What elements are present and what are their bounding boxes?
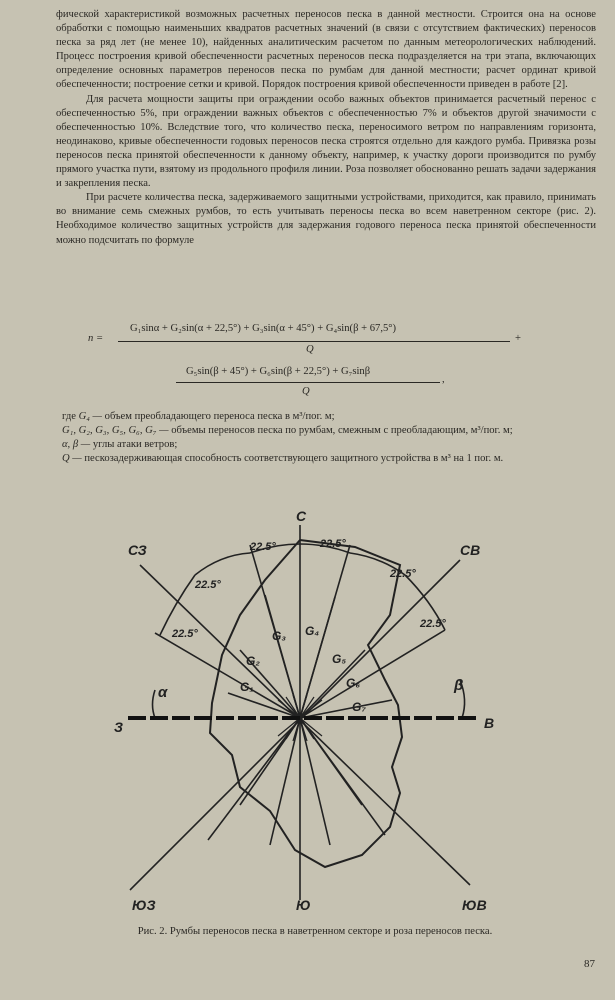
figure-caption: Рис. 2. Румбы переносов песка в наветренном секторе и роза переносов песка. [137, 926, 493, 937]
legend-definition: углы атаки ветров; [92, 439, 178, 450]
vector-label-g4: G₄ [305, 624, 320, 638]
angle-arc [195, 553, 250, 575]
paragraph: Для расчета мощности защиты при ограждении особо важных объектов принимается расчетный перенос с обеспеченностью 5%, при ограждении важных объектов с обеспеченностью 7% и объектов другой значимости с обеспеченностью 10%. Вследствие того, что количество песка, переносимого ветром по направлениям горизонта, неодинаково, кривые обеспеченности годовых переносов песка строятся отдельно для каждого румба. Привязка розы переносов песка принятой обеспеченности к данному объекту, например, к участку дороги производится по румбу прямого участка пути, взятому из продольного профиля линии. Роза позволяет обоснованно решать задачи задержания и закрепления песка. [56, 93, 596, 190]
alpha-label: α [158, 684, 168, 701]
formula-denominator: Q [302, 386, 310, 397]
vector-label-g5: G₅ [332, 652, 347, 666]
direction-e: В [484, 715, 495, 731]
angle-arc [160, 575, 195, 635]
angle-label: 22.5° [320, 538, 346, 550]
paragraph: При расчете количества песка, задерживаемого защитными устройствами, приходится, как правило, принимать во внимание семь смежных румбов, то есть учитывать переносы песка во всем наветренном секторе (рис. 2). Необходимое количество защитных устройств для задержания годового переноса песка принятой обеспеченности можно подсчитать по формуле [56, 192, 596, 246]
legend-term: G₄ — [78, 411, 102, 422]
angle-label: 22.5° [420, 618, 446, 630]
fraction-bar [118, 341, 510, 342]
angle-arc-alpha [153, 690, 156, 718]
formula-plus: + [515, 333, 521, 344]
page-number: 87 [584, 958, 595, 970]
formula-legend [62, 410, 592, 466]
vector-label-g1: G₁ [240, 680, 254, 694]
body-text [56, 8, 596, 248]
legend-intro: где [62, 411, 76, 422]
direction-sw: ЮЗ [132, 897, 156, 913]
angle-label: 22.5° [390, 568, 416, 580]
legend-definition: пескозадерживающая способность соответствующего защитного устройства в м³ на 1 пог. м. [84, 453, 504, 464]
legend-item [62, 424, 592, 438]
legend-term: Q — [62, 453, 82, 464]
angle-label: 22.5° [195, 579, 221, 591]
formula-denominator: Q [306, 344, 314, 355]
ray [300, 718, 330, 845]
angle-label: 22.5° [250, 541, 276, 553]
angle-label: 22.5° [172, 628, 198, 640]
direction-nw: СЗ [128, 542, 147, 558]
direction-w: З [114, 719, 123, 735]
legend-definition: объем преобладающего переноса песка в м³/пог. м; [104, 411, 335, 422]
vector-label-g3: G₃ [272, 629, 286, 643]
formula-numerator: G₅sin(β + 45°) + G₆sin(β + 22,5°) + G₇sinβ [186, 366, 371, 377]
formula-lhs: n = [88, 333, 104, 344]
vector-label-g6: G₆ [346, 676, 361, 690]
legend-item [62, 438, 592, 452]
wind-rose-figure [100, 505, 520, 925]
direction-s: Ю [296, 897, 311, 913]
legend-definition: объемы переносов песка по румбам, смежным с преобладающим, м³/пог. м; [171, 425, 513, 436]
beta-label: β [454, 677, 464, 694]
legend-item [62, 452, 592, 466]
legend-term: G₁, G₂, G₃, G₅, G₆, G₇ — [62, 425, 169, 436]
direction-se: ЮВ [462, 897, 487, 913]
legend-item [62, 410, 592, 424]
direction-n: С [296, 508, 307, 524]
vector-label-g2: G₂ [246, 654, 260, 668]
guide-line [155, 633, 300, 718]
paragraph: фической характеристикой возможных расчетных переносов песка в данной местности. Строится она на основе обработки с помощью наименьших квадратов расчетных значений (в связи с отсутствием фактических) переносов песка за ряд лет (не менее 10), найденных аналитическим расчетом по данным метеорологических наблюдений. Процесс построения кривой обеспеченности расчетных переносов песка подразделяется на три этапа, включающих определение основных параметров переносов песка по румбам для данной местности; расчет ординат кривой обеспеченности; построение сетки и кривой. Порядок построения кривой обеспеченности приведен в работе [2]. [56, 9, 596, 91]
legend-term: α, β — [62, 439, 91, 450]
direction-ne: СВ [460, 542, 481, 558]
formula-numerator: G₁sinα + G₂sin(α + 22,5°) + G₃sin(α + 45°) + G₄sin(β + 67,5°) [130, 323, 397, 334]
fraction-bar [176, 382, 440, 383]
formula-comma: , [442, 374, 445, 385]
vector-label-g7: G₇ [352, 700, 366, 714]
